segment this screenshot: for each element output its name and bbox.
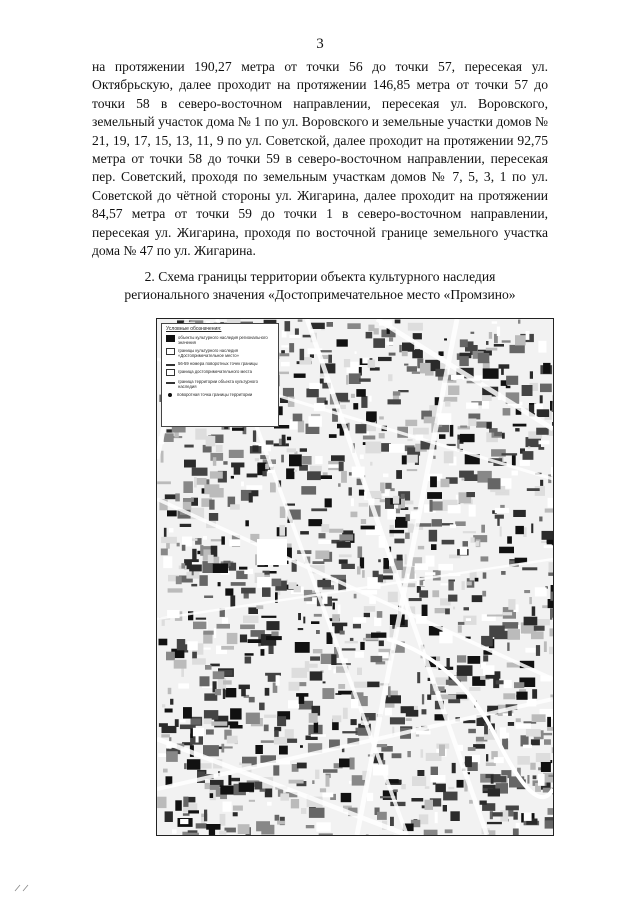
legend-swatch-dot — [168, 393, 172, 397]
legend-item — [166, 392, 274, 397]
margin-marks — [14, 880, 34, 890]
legend-item-label: объекты культурного наследия регионального значения — [178, 335, 268, 345]
legend-swatch-line — [166, 382, 175, 384]
page-number: 3 — [316, 36, 324, 52]
legend-items — [166, 335, 274, 397]
legend-item — [166, 335, 274, 345]
legend-item-label: границы культурного наследия «Достопримечательное место» — [178, 348, 239, 358]
legend-item — [166, 369, 274, 376]
legend-swatch-white — [166, 369, 175, 376]
legend-item — [166, 361, 274, 366]
body-text — [92, 58, 548, 260]
section-title — [80, 268, 560, 305]
legend-item-label: поворотная точка границы территории — [177, 392, 253, 397]
legend-swatch-white — [166, 348, 175, 355]
legend-item-label: граница достопримечательного места — [178, 369, 252, 374]
legend-item — [166, 348, 274, 358]
legend-swatch-black — [166, 335, 175, 342]
legend-item-label: граница территории объекта культурного наследия — [178, 379, 258, 389]
section-title-line-2: регионального значения «Достопримечательное место «Промзино» — [124, 287, 516, 303]
legend-title: Условные обозначения: — [166, 326, 222, 332]
section-title-line-1: 2. Схема границы территории объекта культурного наследия — [144, 269, 496, 284]
legend-item-label: 56-59 номера поворотных точек границы — [178, 361, 258, 366]
map-legend — [161, 323, 279, 427]
body-paragraph: на протяжении 190,27 метра от точки 56 до точки 57, пересекая ул. Октябрьскую, далее проходит на протяжении 146,85 метра от точки 57 до точки 58 в северо-восточном направлении, пересекая ул. Воровского, земельный участок дома № 1 по ул. Воровского и земельные участки домов № 21, 19, 17, 15, 13, 11, 9 по ул. Советской, далее проходит на протяжении 92,75 метра от точки 58 до точки 59 в северо-восточном направлении, пересекая пер. Советский, проходя по земельным участкам домов № 7, 5, 3, 1 по ул. Советской до чётной стороны ул. Жигарина, далее проходит на протяжении 84,57 метра от точки 59 до точки 1 в северо-восточном направлении, пересекая ул. Жигарина, проходя по восточной границе земельного участка дома № 47 по ул. Жигарина. — [92, 59, 548, 259]
legend-item — [166, 379, 274, 389]
boundary-scheme-map — [156, 318, 554, 836]
legend-swatch-line — [166, 364, 175, 366]
